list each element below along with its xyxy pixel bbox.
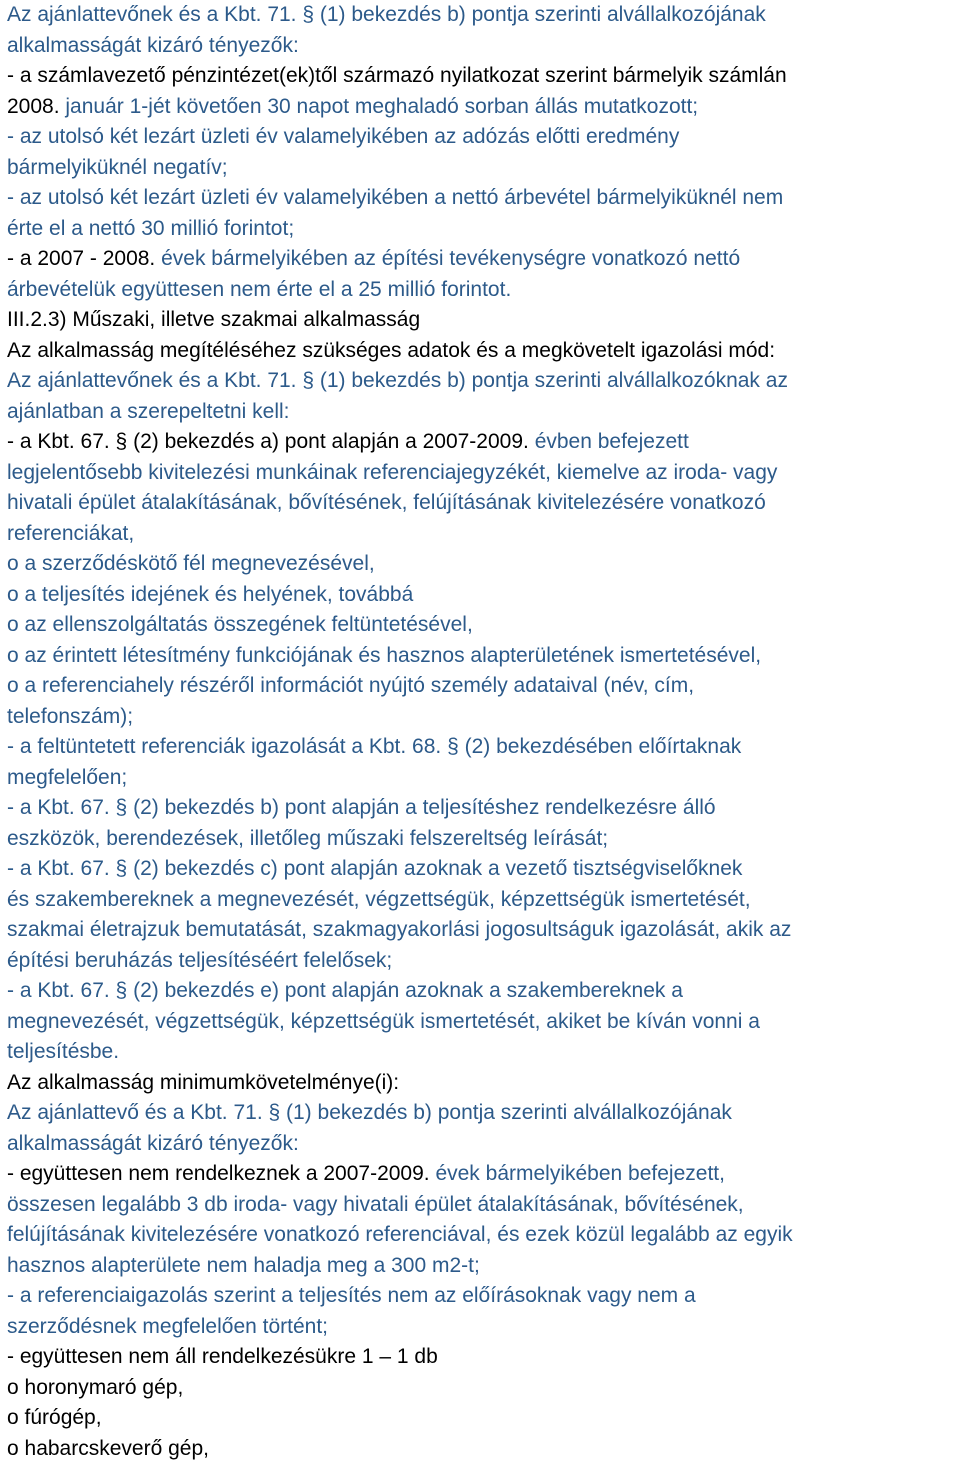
- text-segment: árbevételük együttesen nem érte el a 25 millió forintot.: [7, 277, 512, 301]
- text-segment: szerződésnek megfelelően történt;: [7, 1314, 329, 1338]
- text-line: [7, 610, 960, 641]
- text-segment: ajánlatban a szerepeltetni kell:: [7, 399, 290, 423]
- text-segment: alkalmasságát kizáró tényezők:: [7, 1131, 299, 1155]
- text-segment: Az ajánlattevőnek és a Kbt. 71. § (1) bekezdés b) pontja szerinti alvállalkozóknak az: [7, 369, 788, 392]
- text-segment: Az ajánlattevő és a Kbt. 71. § (1) bekezdés b) pontja szerinti alvállalkozójának: [7, 1101, 732, 1124]
- text-segment: - a Kbt. 67. § (2) bekezdés a) pont alapján a 2007-2009.: [7, 430, 535, 453]
- text-line: [7, 397, 960, 428]
- text-segment: építési beruházás teljesítéséért felelősek;: [7, 948, 393, 972]
- text-line: [7, 732, 960, 763]
- text-segment: referenciákat,: [7, 521, 135, 545]
- text-segment: évek bármelyikében befejezett,: [435, 1162, 725, 1185]
- text-segment: - a feltüntetett referenciák igazolását a Kbt. 68. § (2) bekezdésében előírtaknak: [7, 735, 742, 758]
- text-line: [7, 458, 960, 489]
- text-line: [7, 854, 960, 885]
- text-line: [7, 366, 960, 397]
- text-line: [7, 1373, 960, 1404]
- text-segment: - együttesen nem rendelkeznek a 2007-2009.: [7, 1162, 436, 1185]
- text-line: [7, 1403, 960, 1434]
- text-segment: - együttesen nem áll rendelkezésükre 1 – 1 db: [7, 1345, 438, 1368]
- text-line: [7, 427, 960, 458]
- text-segment: megfelelően;: [7, 765, 128, 789]
- text-line: [7, 580, 960, 611]
- text-line: [7, 1281, 960, 1312]
- text-segment: - a Kbt. 67. § (2) bekezdés e) pont alapján azoknak a szakembereknek a: [7, 979, 683, 1002]
- text-line: [7, 946, 960, 977]
- text-segment: január 1-jét követően 30 napot meghaladó sorban állás mutatkozott;: [65, 94, 699, 118]
- text-segment: hasznos alapterülete nem haladja meg a 300 m2-t;: [7, 1253, 480, 1277]
- text-line: [7, 641, 960, 672]
- text-segment: bármelyiküknél negatív;: [7, 155, 228, 179]
- text-line: [7, 31, 960, 62]
- text-line: [7, 1251, 960, 1282]
- text-line: [7, 702, 960, 733]
- text-line: [7, 1129, 960, 1160]
- text-line: [7, 305, 960, 336]
- text-segment: és szakembereknek a megnevezését, végzettségük, képzettségük ismertetését,: [7, 887, 751, 911]
- text-segment: - az utolsó két lezárt üzleti év valamelyikében az adózás előtti eredmény: [7, 125, 680, 148]
- text-line: [7, 336, 960, 367]
- text-line: [7, 793, 960, 824]
- text-line: [7, 976, 960, 1007]
- text-segment: összesen legalább 3 db iroda- vagy hivatali épület átalakításának, bővítésének,: [7, 1192, 744, 1216]
- text-segment: o habarcskeverő gép,: [7, 1436, 209, 1460]
- text-line: [7, 549, 960, 580]
- text-line: [7, 92, 960, 123]
- text-segment: III.2.3) Műszaki, illetve szakmai alkalmasság: [7, 308, 421, 331]
- text-line: [7, 1342, 960, 1373]
- text-segment: o a referenciahely részéről információt nyújtó személy adataival (név, cím,: [7, 674, 695, 697]
- text-line: [7, 244, 960, 275]
- text-segment: - a referenciaigazolás szerint a teljesítés nem az előírásoknak vagy nem a: [7, 1284, 696, 1307]
- text-segment: o az érintett létesítmény funkciójának és hasznos alapterületének ismertetésével,: [7, 643, 762, 667]
- text-line: [7, 122, 960, 153]
- text-segment: hivatali épület átalakításának, bővítésének, felújításának kivitelezésére vonatkozó: [7, 491, 766, 514]
- text-line: [7, 1434, 960, 1464]
- text-line: [7, 824, 960, 855]
- text-line: [7, 671, 960, 702]
- text-segment: szakmai életrajzuk bemutatását, szakmagyakorlási jogosultságuk igazolását, akik az: [7, 918, 792, 941]
- text-segment: telefonszám);: [7, 704, 134, 728]
- text-segment: - a Kbt. 67. § (2) bekezdés c) pont alapján azoknak a vezető tisztségviselőknek: [7, 857, 743, 880]
- text-line: [7, 214, 960, 245]
- text-segment: felújításának kivitelezésére vonatkozó referenciával, és ezek közül legalább az egyik: [7, 1223, 793, 1246]
- text-line: [7, 1312, 960, 1343]
- text-segment: évben befejezett: [534, 430, 689, 453]
- text-line: [7, 915, 960, 946]
- text-segment: - a 2007 - 2008.: [7, 247, 162, 270]
- text-line: [7, 1068, 960, 1099]
- text-segment: o horonymaró gép,: [7, 1375, 184, 1399]
- text-line: [7, 183, 960, 214]
- text-line: [7, 1007, 960, 1038]
- text-line: [7, 519, 960, 550]
- text-segment: Az alkalmasság minimumkövetelménye(i):: [7, 1070, 400, 1094]
- text-segment: teljesítésbe.: [7, 1040, 120, 1063]
- text-segment: o fúrógép,: [7, 1406, 102, 1429]
- text-segment: - a számlavezető pénzintézet(ek)től származó nyilatkozat szerint bármelyik számlán: [7, 64, 787, 87]
- text-segment: alkalmasságát kizáró tényezők:: [7, 33, 299, 57]
- text-segment: 2008.: [7, 94, 66, 118]
- text-segment: o az ellenszolgáltatás összegének feltüntetésével,: [7, 613, 473, 636]
- text-segment: érte el a nettó 30 millió forintot;: [7, 216, 295, 240]
- text-line: [7, 275, 960, 306]
- text-line: [7, 1098, 960, 1129]
- text-line: [7, 488, 960, 519]
- text-segment: - a Kbt. 67. § (2) bekezdés b) pont alapján a teljesítéshez rendelkezésre álló: [7, 796, 716, 819]
- text-line: [7, 153, 960, 184]
- text-segment: évek bármelyikében az építési tevékenységre vonatkozó nettó: [161, 247, 741, 270]
- text-segment: Az alkalmasság megítéléséhez szükséges adatok és a megkövetelt igazolási mód:: [7, 338, 776, 362]
- text-line: [7, 1037, 960, 1068]
- text-segment: o a szerződéskötő fél megnevezésével,: [7, 552, 375, 575]
- text-line: [7, 885, 960, 916]
- text-line: [7, 61, 960, 92]
- text-segment: o a teljesítés idejének és helyének, továbbá: [7, 582, 414, 606]
- text-line: [7, 1220, 960, 1251]
- text-line: [7, 1190, 960, 1221]
- text-segment: Az ajánlattevőnek és a Kbt. 71. § (1) bekezdés b) pontja szerinti alvállalkozójának: [7, 3, 766, 26]
- text-segment: eszközök, berendezések, illetőleg műszaki felszereltség leírását;: [7, 826, 609, 850]
- text-segment: legjelentősebb kivitelezési munkáinak referenciajegyzékét, kiemelve az iroda- vagy: [7, 460, 778, 484]
- text-line: [7, 0, 960, 31]
- text-line: [7, 1159, 960, 1190]
- text-segment: - az utolsó két lezárt üzleti év valamelyikében a nettó árbevétel bármelyiküknél nem: [7, 186, 784, 209]
- text-segment: megnevezését, végzettségük, képzettségük ismertetését, akiket be kíván vonni a: [7, 1009, 760, 1033]
- text-line: [7, 763, 960, 794]
